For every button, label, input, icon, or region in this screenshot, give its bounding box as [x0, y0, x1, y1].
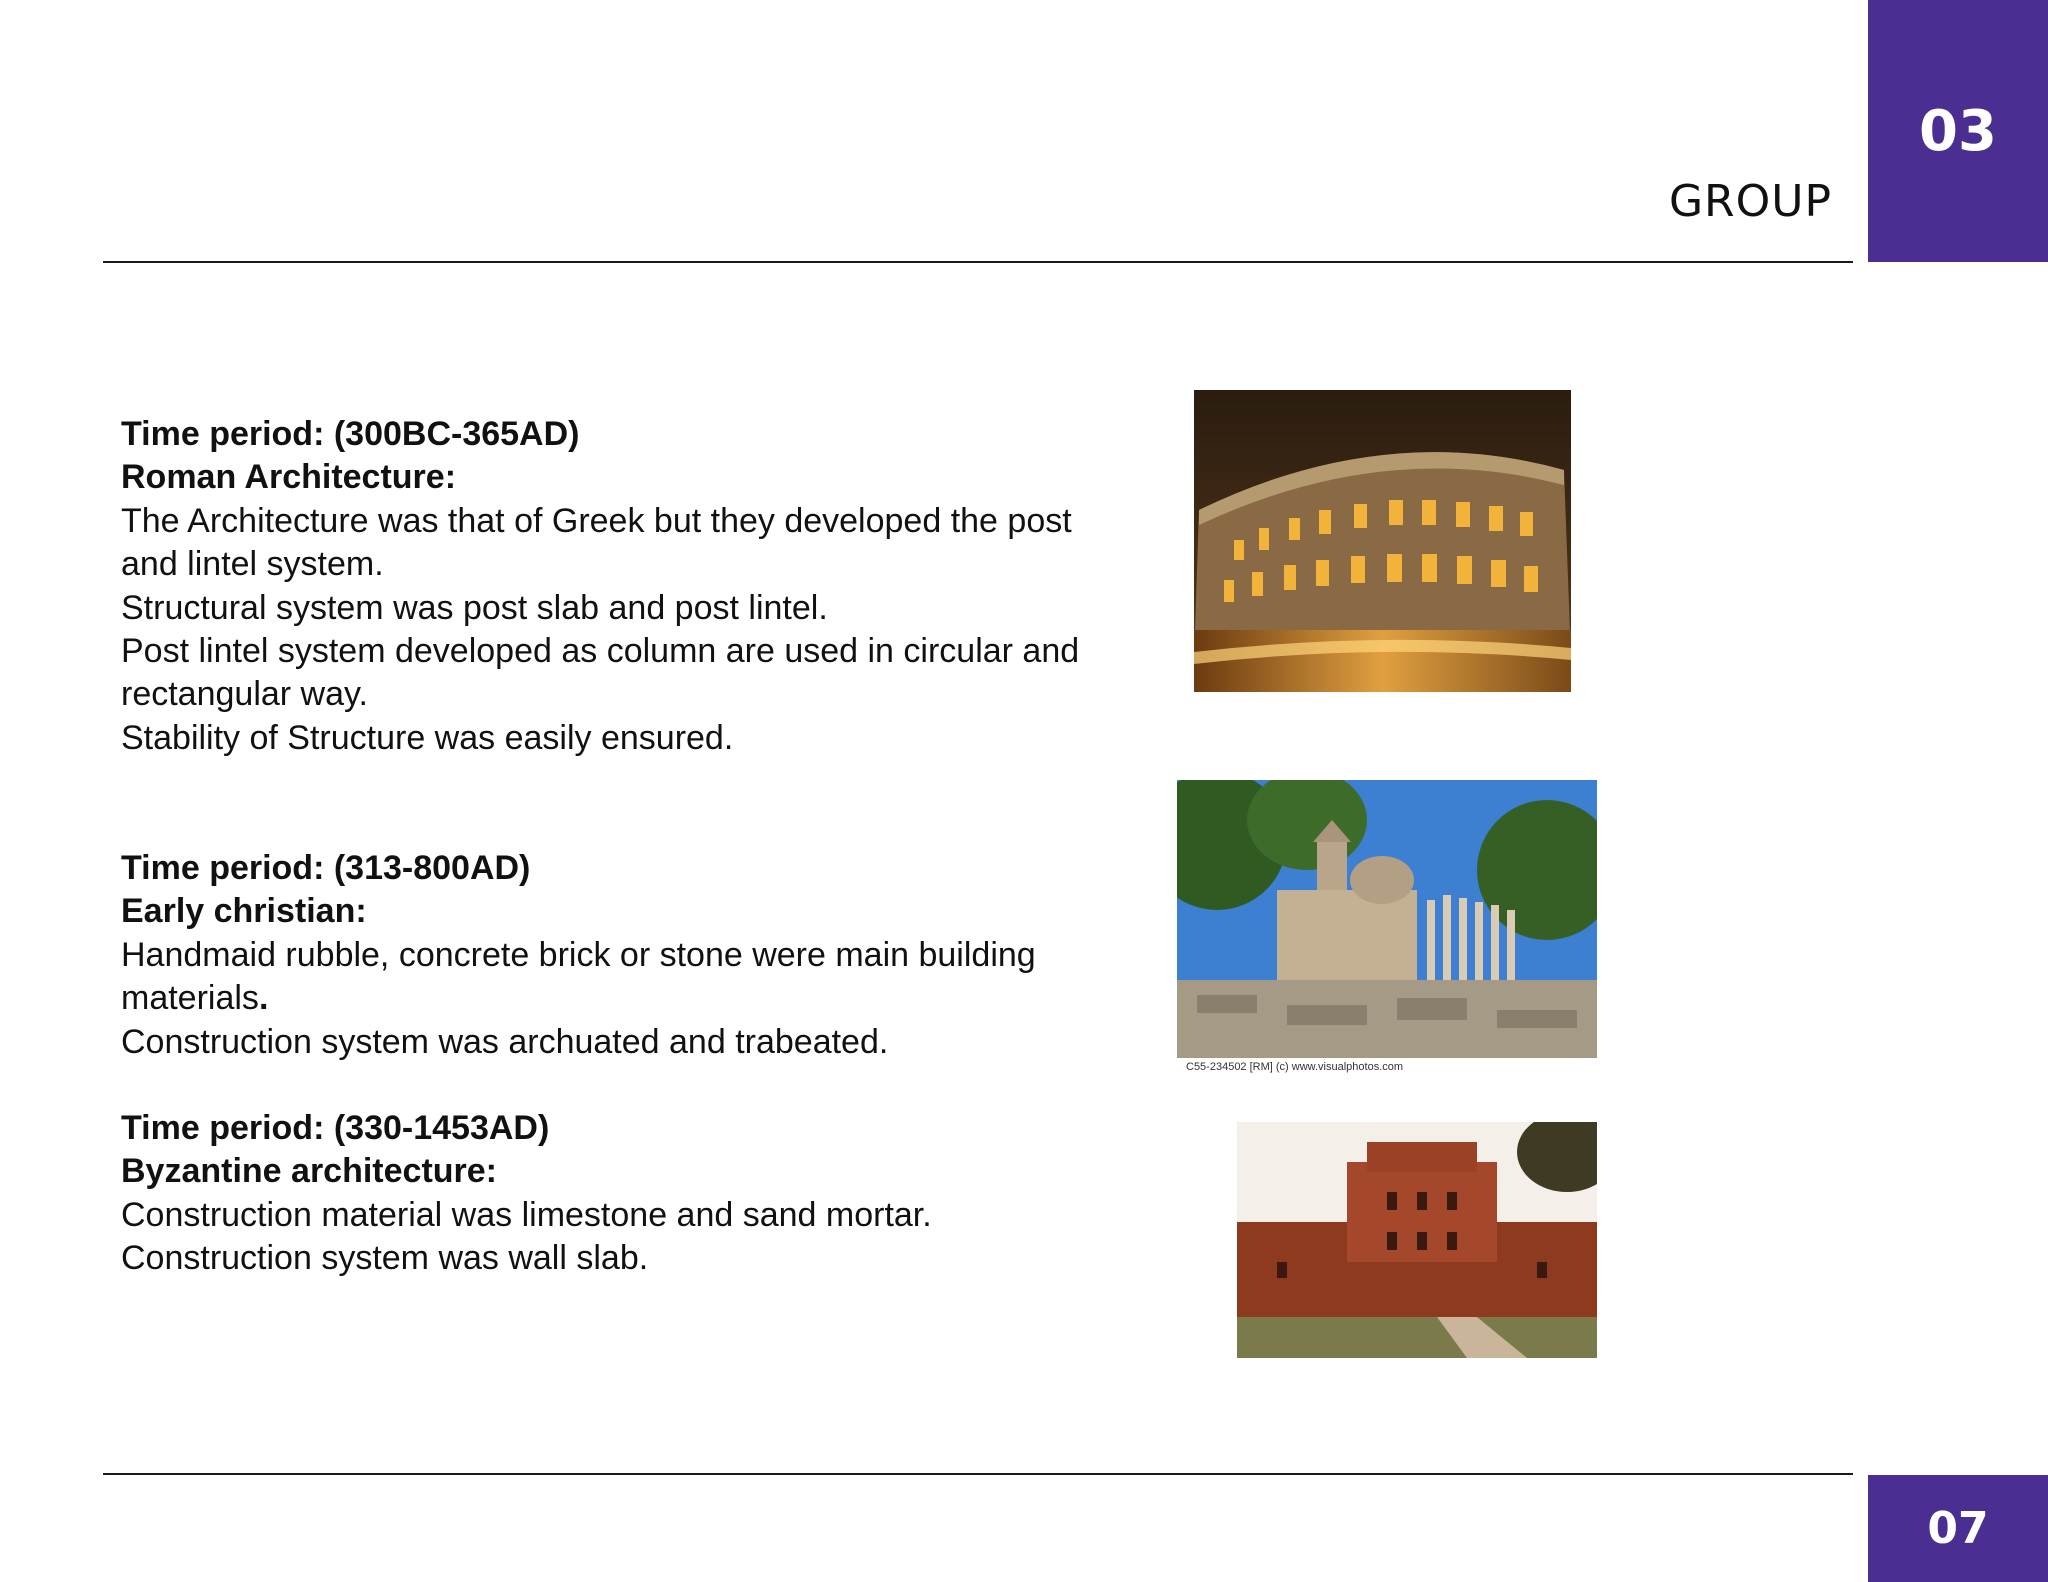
- early-christian-church-photo: [1177, 780, 1597, 1058]
- section-heading: Roman Architecture:: [121, 458, 457, 497]
- section-heading: Byzantine architecture:: [121, 1152, 497, 1191]
- section-line: Construction system was wall slab.: [121, 1239, 649, 1278]
- bottom-divider: [103, 1473, 1853, 1475]
- page-number: 07: [1927, 1503, 1989, 1554]
- page-number-badge: [1868, 1475, 2048, 1582]
- section-period: Time period: (313-800AD): [121, 849, 531, 887]
- section-byzantine: [121, 1107, 1181, 1281]
- top-divider: [103, 261, 1853, 263]
- section-line: Handmaid rubble, concrete brick or stone were main building: [121, 935, 1036, 974]
- section-period: Time period: (300BC-365AD): [121, 415, 580, 453]
- section-line: The Architecture was that of Greek but they developed the post: [121, 501, 1072, 540]
- byzantine-basilica-photo: [1237, 1122, 1597, 1358]
- group-number: 03: [1919, 98, 1997, 164]
- group-number-badge: [1868, 0, 2048, 262]
- section-period: Time period: (330-1453AD): [121, 1109, 550, 1147]
- section-heading: Early christian:: [121, 892, 367, 931]
- colosseum-photo: [1194, 390, 1571, 692]
- section-line: Stability of Structure was easily ensured.: [121, 718, 734, 757]
- section-early-christian: [121, 847, 1181, 1064]
- image-caption: C55-234502 [RM] (c) www.visualphotos.com: [1186, 1061, 1404, 1073]
- section-line: and lintel system.: [121, 545, 384, 584]
- section-line: rectangular way.: [121, 675, 368, 714]
- section-line: Construction system was archuated and trabeated.: [121, 1022, 889, 1061]
- section-line: Construction material was limestone and sand mortar.: [121, 1195, 932, 1234]
- section-roman: [121, 413, 1181, 760]
- section-line: Post lintel system developed as column are used in circular and: [121, 632, 1080, 671]
- bold-period: .: [258, 979, 269, 1018]
- section-line: Structural system was post slab and post lintel.: [121, 588, 828, 627]
- header-label: GROUP: [1668, 176, 1832, 227]
- section-line-text: materials: [121, 979, 259, 1018]
- section-line-with-suffix: [121, 977, 1181, 1020]
